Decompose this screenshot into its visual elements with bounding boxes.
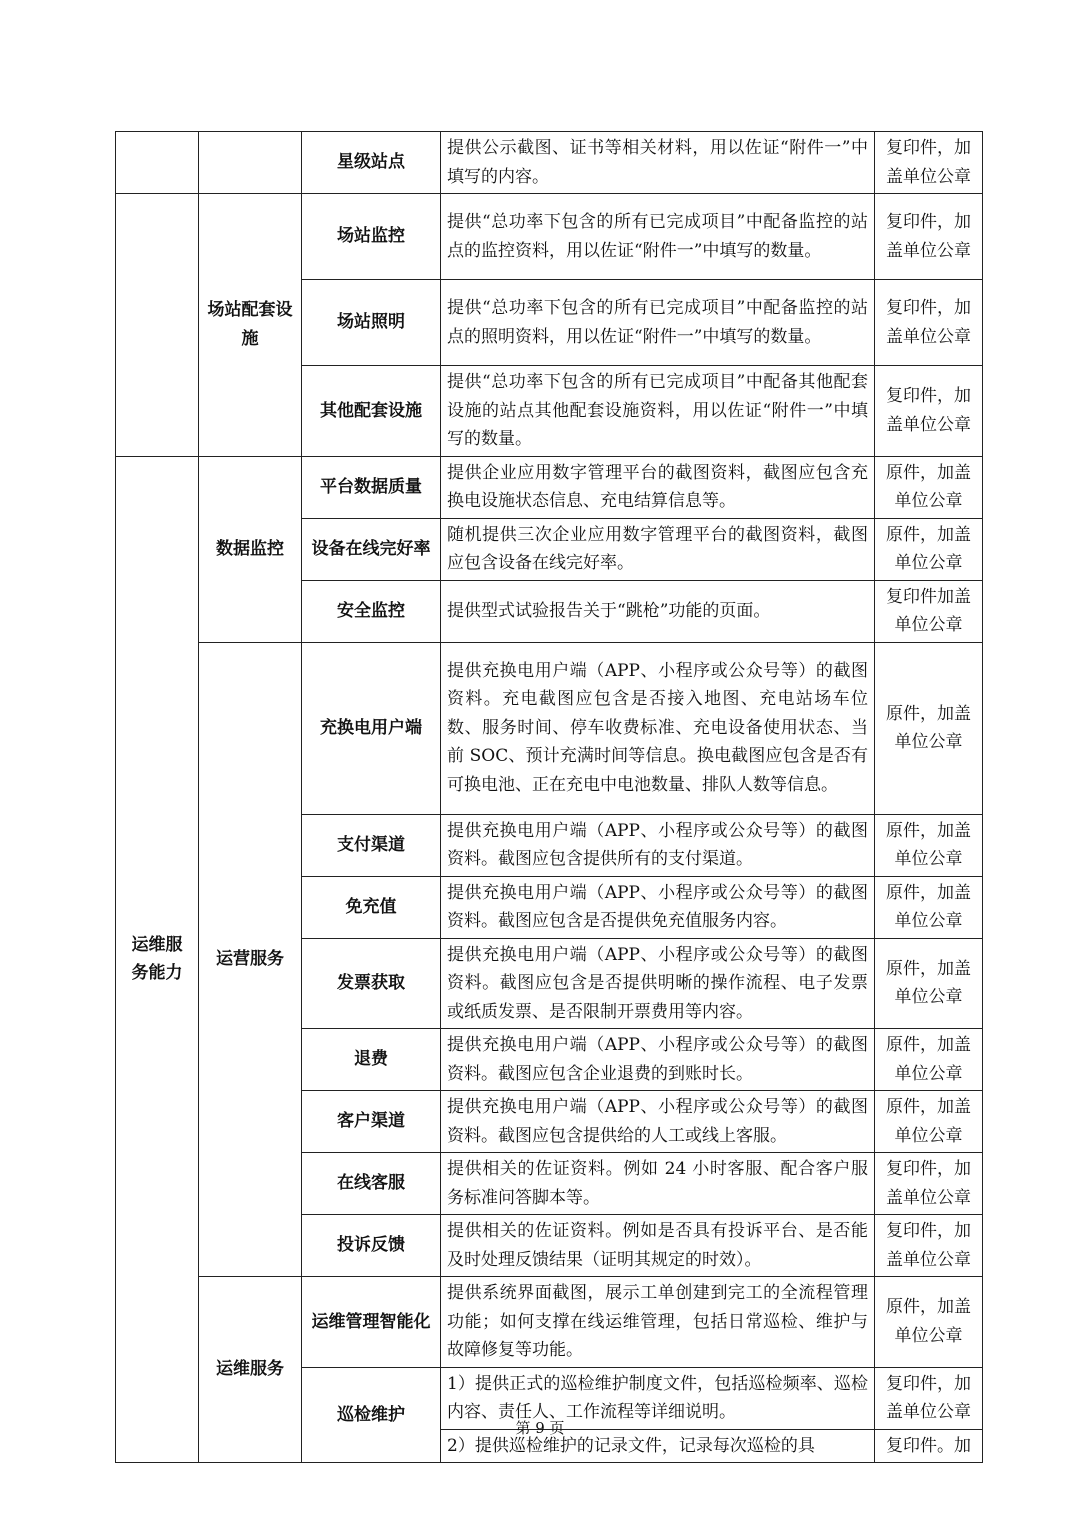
item-cell: 运维管理智能化: [302, 1277, 441, 1368]
document-type-cell: 复印件，加盖单位公章: [875, 132, 983, 194]
table-row: [116, 642, 983, 814]
document-type-cell: 原件，加盖单位公章: [875, 456, 983, 518]
category-cell: [116, 194, 199, 457]
document-type-cell: 复印件，加盖单位公章: [875, 366, 983, 457]
item-cell: 巡检维护: [302, 1367, 441, 1463]
item-cell: 场站照明: [302, 280, 441, 366]
requirement-cell: 提供企业应用数字管理平台的截图资料，截图应包含充换电设施状态信息、充电结算信息等。: [441, 456, 875, 518]
subcategory-cell: 运维服务: [199, 1277, 302, 1463]
document-type-cell: 原件，加盖单位公章: [875, 518, 983, 580]
requirement-cell: 提供充换电用户端（APP、小程序或公众号等）的截图资料。截图应包含是否提供免充值服务内容。: [441, 876, 875, 938]
item-cell: 其他配套设施: [302, 366, 441, 457]
table-row: [116, 194, 983, 280]
table-row: [116, 1277, 983, 1368]
document-type-cell: 复印件，加盖单位公章: [875, 1215, 983, 1277]
document-type-cell: 原件，加盖单位公章: [875, 938, 983, 1029]
document-type-cell: 复印件，加盖单位公章: [875, 194, 983, 280]
subcategory-cell: 场站配套设施: [199, 194, 302, 457]
requirement-cell: 提供充换电用户端（APP、小程序或公众号等）的截图资料。充电截图应包含是否接入地图、充电站场车位数、服务时间、停车收费标准、充电设备使用状态、当前 SOC、预计充满时间等信息。换电截图应包含是否有可换电池、正在充电中电池数量、排队人数等信息。: [441, 642, 875, 814]
requirements-table: [115, 131, 983, 1463]
document-type-cell: 原件，加盖单位公章: [875, 1091, 983, 1153]
requirement-cell: 提供充换电用户端（APP、小程序或公众号等）的截图资料。截图应包含提供所有的支付渠道。: [441, 814, 875, 876]
item-cell: 在线客服: [302, 1153, 441, 1215]
requirement-cell: 提供“总功率下包含的所有已完成项目”中配备监控的站点的照明资料，用以佐证“附件一”中填写的数量。: [441, 280, 875, 366]
category-cell: [116, 132, 199, 194]
requirement-cell: 提供相关的佐证资料。例如是否具有投诉平台、是否能及时处理反馈结果（证明其规定的时效）。: [441, 1215, 875, 1277]
item-cell: 充换电用户端: [302, 642, 441, 814]
requirement-cell: 提供充换电用户端（APP、小程序或公众号等）的截图资料。截图应包含企业退费的到账时长。: [441, 1029, 875, 1091]
item-cell: 设备在线完好率: [302, 518, 441, 580]
subcategory-cell: 数据监控: [199, 456, 302, 642]
item-cell: 平台数据质量: [302, 456, 441, 518]
subcategory-cell: [199, 132, 302, 194]
requirement-cell: 1）提供正式的巡检维护制度文件，包括巡检频率、巡检内容、责任人、工作流程等详细说明。: [441, 1367, 875, 1429]
document-type-cell: 原件，加盖单位公章: [875, 1277, 983, 1368]
item-cell: 投诉反馈: [302, 1215, 441, 1277]
requirement-cell: 提供型式试验报告关于“跳枪”功能的页面。: [441, 580, 875, 642]
requirement-cell: 随机提供三次企业应用数字管理平台的截图资料，截图应包含设备在线完好率。: [441, 518, 875, 580]
requirement-cell: 2）提供巡检维护的记录文件，记录每次巡检的具: [441, 1429, 875, 1463]
category-cell: 运维服务能力: [116, 456, 199, 1463]
item-cell: 客户渠道: [302, 1091, 441, 1153]
requirement-cell: 提供相关的佐证资料。例如 24 小时客服、配合客户服务标准问答脚本等。: [441, 1153, 875, 1215]
document-type-cell: 复印件，加盖单位公章: [875, 1153, 983, 1215]
document-type-cell: 原件，加盖单位公章: [875, 876, 983, 938]
item-cell: 发票获取: [302, 938, 441, 1029]
requirement-cell: 提供充换电用户端（APP、小程序或公众号等）的截图资料。截图应包含提供给的人工或线上客服。: [441, 1091, 875, 1153]
requirement-cell: 提供系统界面截图，展示工单创建到完工的全流程管理功能；如何支撑在线运维管理，包括日常巡检、维护与故障修复等功能。: [441, 1277, 875, 1368]
item-cell: 支付渠道: [302, 814, 441, 876]
table-row: [116, 132, 983, 194]
item-cell: 场站监控: [302, 194, 441, 280]
document-type-cell: 复印件，加盖单位公章: [875, 280, 983, 366]
table-row: [116, 456, 983, 518]
page-number: 第 9 页: [515, 1419, 565, 1437]
item-cell: 退费: [302, 1029, 441, 1091]
document-type-cell: 原件，加盖单位公章: [875, 814, 983, 876]
subcategory-cell: 运营服务: [199, 642, 302, 1277]
document-type-cell: 复印件，加盖单位公章: [875, 1367, 983, 1429]
item-cell: 安全监控: [302, 580, 441, 642]
requirement-cell: 提供充换电用户端（APP、小程序或公众号等）的截图资料。截图应包含是否提供明晰的操作流程、电子发票或纸质发票、是否限制开票费用等内容。: [441, 938, 875, 1029]
item-cell: 星级站点: [302, 132, 441, 194]
requirement-cell: 提供“总功率下包含的所有已完成项目”中配备监控的站点的监控资料，用以佐证“附件一”中填写的数量。: [441, 194, 875, 280]
document-type-cell: 复印件。加: [875, 1429, 983, 1463]
requirement-cell: 提供公示截图、证书等相关材料，用以佐证“附件一”中填写的内容。: [441, 132, 875, 194]
document-type-cell: 复印件加盖单位公章: [875, 580, 983, 642]
requirement-cell: 提供“总功率下包含的所有已完成项目”中配备其他配套设施的站点其他配套设施资料，用以佐证“附件一”中填写的数量。: [441, 366, 875, 457]
document-type-cell: 原件，加盖单位公章: [875, 1029, 983, 1091]
document-type-cell: 原件，加盖单位公章: [875, 642, 983, 814]
item-cell: 免充值: [302, 876, 441, 938]
